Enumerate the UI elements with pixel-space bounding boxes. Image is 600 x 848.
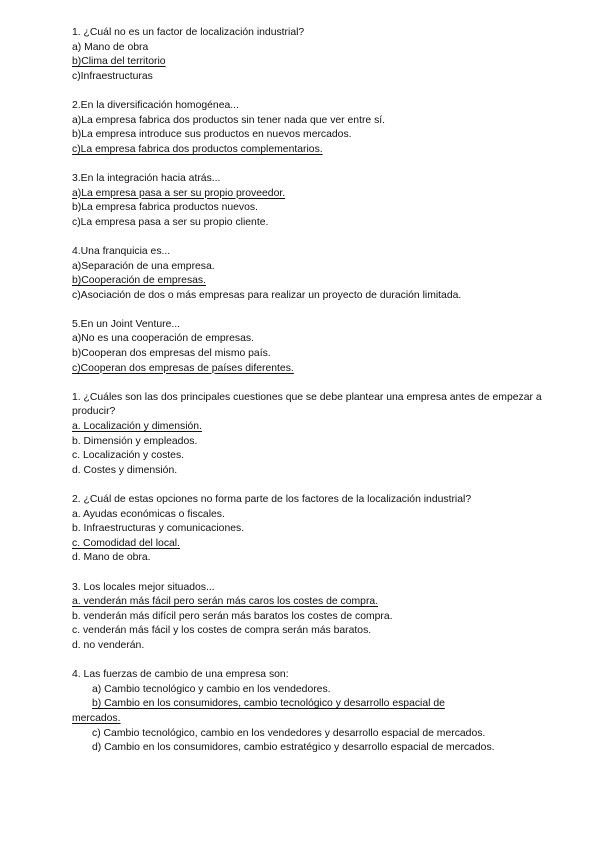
correct-option-text: b) Cambio en los consumidores, cambio tecnológico y desarrollo espacial de — [92, 698, 445, 710]
question-block — [72, 668, 542, 756]
question-block — [72, 318, 542, 376]
option-text: a) Mano de obra — [72, 41, 149, 53]
correct-option-text: b)Cooperación de empresas. — [72, 275, 206, 287]
option-text: b)La empresa introduce sus productos en nuevos mercados. — [72, 129, 352, 141]
option-text: c)La empresa pasa a ser su propio cliente. — [72, 216, 269, 228]
question-text: 4.Una franquicia es... — [72, 245, 171, 257]
option-text: b)Cooperan dos empresas del mismo país. — [72, 348, 271, 360]
correct-option-text: b)Clima del territorio — [72, 56, 166, 68]
option-text: a)No es una cooperación de empresas. — [72, 333, 254, 345]
quiz-content — [72, 26, 542, 756]
question-block — [72, 172, 542, 230]
question-text: 3. Los locales mejor situados... — [72, 581, 215, 593]
option-text: a)Separación de una empresa. — [72, 260, 215, 272]
option-text: c)Asociación de dos o más empresas para realizar un proyecto de duración limitada. — [72, 289, 462, 301]
question-block — [72, 99, 542, 157]
option-text: d. no venderán. — [72, 639, 145, 651]
option-text: a. Ayudas económicas o fiscales. — [72, 508, 225, 520]
question-text: 4. Las fuerzas de cambio de una empresa son: — [72, 669, 289, 681]
question-block — [72, 493, 542, 566]
option-text: c. venderán más fácil y los costes de compra serán más baratos. — [72, 625, 372, 637]
correct-option-text: c. Comodidad del local. — [72, 537, 181, 549]
correct-option-text: c)La empresa fabrica dos productos complementarios. — [72, 143, 323, 155]
option-text: c. Localización y costes. — [72, 450, 185, 462]
option-text: b)La empresa fabrica productos nuevos. — [72, 202, 258, 214]
correct-option-continuation: mercados. — [72, 712, 121, 724]
option-text: c) Cambio tecnológico, cambio en los vendedores y desarrollo espacial de mercados. — [92, 727, 486, 739]
option-text: d. Costes y dimensión. — [72, 464, 178, 476]
correct-option-text: a. Localización y dimensión. — [72, 421, 202, 433]
question-text: 1. ¿Cuál no es un factor de localización industrial? — [72, 27, 305, 38]
option-text: c)Infraestructuras — [72, 70, 153, 82]
question-text: 2.En la diversificación homogénea... — [72, 99, 239, 111]
option-text: b. Infraestructuras y comunicaciones. — [72, 523, 245, 535]
question-block — [72, 245, 542, 303]
option-text: d) Cambio en los consumidores, cambio estratégico y desarrollo espacial de mercados. — [92, 742, 495, 754]
correct-option-text: a)La empresa pasa a ser su propio proveedor. — [72, 187, 286, 199]
correct-option-text: c)Cooperan dos empresas de países diferentes. — [72, 362, 294, 374]
question-text: 3.En la integración hacia atrás... — [72, 172, 221, 184]
option-text: a) Cambio tecnológico y cambio en los vendedores. — [92, 683, 331, 695]
question-block — [72, 581, 542, 654]
question-text: 5.En un Joint Venture... — [72, 318, 181, 330]
question-text: 1. ¿Cuáles son las dos principales cuestiones que se debe plantear una empresa antes de empezar a producir? — [72, 391, 542, 418]
option-text: b. Dimensión y empleados. — [72, 435, 198, 447]
question-text: 2. ¿Cuál de estas opciones no forma parte de los factores de la localización industrial? — [72, 494, 472, 505]
question-block — [72, 391, 542, 479]
question-block — [72, 26, 542, 84]
option-text: a)La empresa fabrica dos productos sin tener nada que ver entre sí. — [72, 114, 386, 126]
option-text: d. Mano de obra. — [72, 552, 151, 564]
option-text: b. venderán más difícil pero serán más baratos los costes de compra. — [72, 610, 393, 622]
correct-option-text: a. venderán más fácil pero serán más caros los costes de compra. — [72, 596, 379, 608]
